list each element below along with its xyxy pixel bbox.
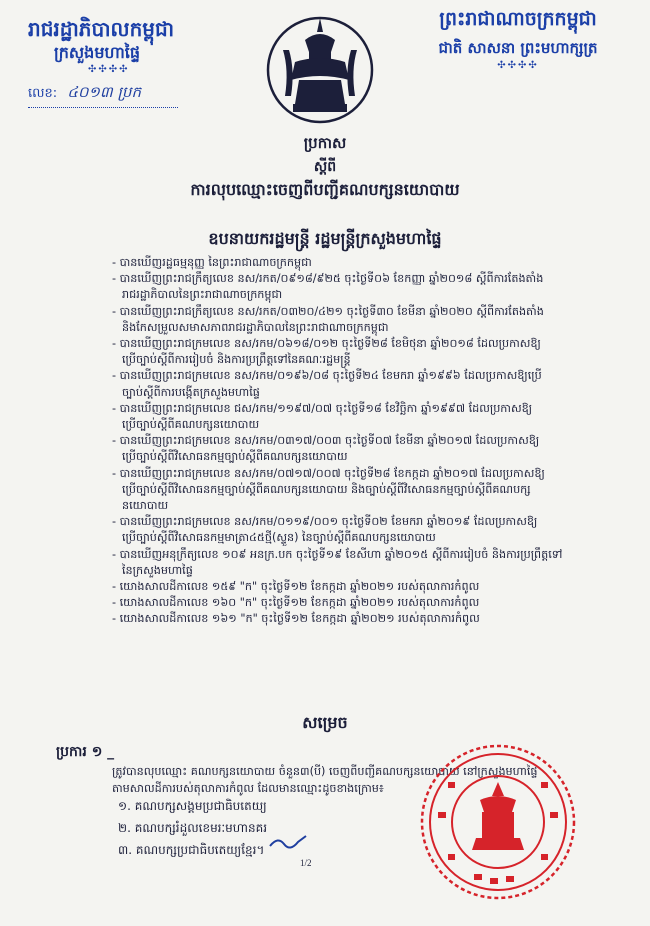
article-label: ប្រការ ១ _: [56, 744, 115, 760]
consideration-item: [112, 547, 612, 579]
government-name: រាជរដ្ឋាភិបាលកម្ពុជា: [28, 17, 174, 41]
consideration-line: និងកែសម្រួលសមាសភាពរាជរដ្ឋាភិបាលនៃព្រះរាជាណាចក្រកម្ពុជា: [122, 320, 389, 334]
consideration-item: [112, 579, 612, 595]
kingdom-header: [408, 6, 628, 71]
consideration-line: នយោបាយ: [122, 499, 169, 513]
consideration-item: [112, 401, 612, 433]
consideration-line: ប្រើច្បាប់ស្តីពីការរៀបចំ និងការប្រព្រឹត្តទៅនៃគណៈរដ្ឋមន្ត្រី: [122, 353, 351, 367]
party-item: ៣. គណបក្សប្រជាធិបតេយ្យខ្មែរ។: [118, 843, 265, 857]
consideration-line: - បានឃើញអនុក្រឹត្យលេខ ១០៩ អនក្រ.បក ចុះថ្ងៃទី១៩ ខែសីហា ឆ្នាំ២០១៥ ស្តីពីការរៀបចំ និងការប្រព្រឹត្តទៅ: [112, 547, 563, 561]
consideration-line: ប្រើច្បាប់ស្តីពីគណបក្សនយោបាយ: [122, 418, 260, 432]
ornament-divider: ✣✣✣✣: [88, 64, 130, 75]
consideration-line: - បានឃើញព្រះរាជក្រមលេខ នស/រកម/០១១៩/០០១ ចុះថ្ងៃទី០២ ខែមករា ឆ្នាំ២០១៩ ដែលប្រកាសឱ្យ: [112, 515, 538, 529]
consideration-line: - បានឃើញព្រះរាជក្រមលេខ នស/រកម/០៧១៧/០០៧ ចុះថ្ងៃទី២៨ ខែកក្កដា ឆ្នាំ២០១៧ ដែលប្រកាសឱ្យ: [112, 466, 545, 480]
consideration-item: [112, 466, 612, 515]
consideration-line: រាជរដ្ឋាភិបាលនៃព្រះរាជាណាចក្រកម្ពុជា: [122, 288, 283, 302]
ornament-divider-right: ✣✣✣✣: [497, 60, 539, 71]
consideration-line: ច្បាប់ស្តីពីការបង្កើតក្រសួងមហាផ្ទៃ: [122, 385, 260, 399]
consideration-line: ប្រើច្បាប់ស្តីពីវិសោធនកម្មច្បាប់ស្តីពីគណបក្សនយោបាយ និងច្បាប់ស្តីពីវិសោធនកម្មច្បាប់ស្តីពីគណបក្ស: [122, 482, 531, 496]
royal-emblem-icon: [265, 10, 375, 132]
consideration-line: ប្រើច្បាប់ស្តីពីវិសោធនកម្មមាត្រា៤៥ថ្មី(ស្ទួន) នៃច្បាប់ស្តីពីគណបក្សនយោបាយ: [122, 531, 436, 545]
consideration-line: - បានឃើញព្រះរាជក្រឹត្យលេខ នស/រកត/០៣២០/៤២១ ចុះថ្ងៃទី៣០ ខែមីនា ឆ្នាំ២០២០ ស្តីពីការតែងតាំង: [112, 304, 544, 318]
consideration-item: [112, 368, 612, 400]
consideration-line: នៃក្រសួងមហាផ្ទៃ: [122, 563, 193, 577]
consideration-line: ប្រើច្បាប់ស្តីពីវិសោធនកម្មច្បាប់ស្តីពីគណបក្សនយោបាយ: [122, 450, 348, 464]
decision-heading: សម្រេច: [302, 713, 348, 732]
consideration-item: [112, 271, 612, 303]
ministry-name: ក្រសួងមហាផ្ទៃ: [54, 43, 141, 62]
consideration-item: [112, 255, 612, 271]
issuer-title: ឧបនាយករដ្ឋមន្ត្រី រដ្ឋមន្ត្រីក្រសួងមហាផ្ទៃ: [208, 229, 442, 248]
article-line: តាមសាលដីការបស់តុលាការកំពូល ដែលមានឈ្មោះដូចខាងក្រោម៖: [112, 781, 384, 795]
consideration-line: - បានឃើញរដ្ឋធម្មនុញ្ញ នៃព្រះរាជាណាចក្រកម្ពុជា: [112, 256, 312, 269]
about-label: ស្តីពី: [313, 159, 337, 175]
party-item: ១. គណបក្សសង្គមប្រជាធិបតេយ្យ: [118, 799, 267, 813]
considerations-list: [112, 255, 612, 628]
signature-mark-icon: [268, 832, 308, 854]
national-motto: ជាតិ សាសនា ព្រះមហាក្សត្រ: [438, 39, 598, 57]
consideration-item: [112, 304, 612, 336]
consideration-item: [112, 611, 612, 627]
consideration-line: - យោងសាលដីកាលេខ ១៥៩ "ក" ចុះថ្ងៃទី១២ ខែកក្កដា ឆ្នាំ២០២១ របស់តុលាការកំពូល: [112, 580, 480, 594]
consideration-line: - បានឃើញព្រះរាជក្រមលេខ នស/រកម/០១៩៦/០៨ ចុះថ្ងៃទី២៤ ខែមករា ឆ្នាំ១៩៩៦ ដែលប្រកាសឱ្យប្រើ: [112, 369, 542, 383]
ministry-header: [28, 16, 218, 108]
consideration-line: - បានឃើញព្រះរាជក្រមលេខ នស/រកម/០៦១៨/០១២ ចុះថ្ងៃទី២៨ ខែមិថុនា ឆ្នាំ២០១៨ ដែលប្រកាសឱ្យ: [112, 337, 541, 351]
document-subject: ការលុបឈ្មោះចេញពីបញ្ជីគណបក្សនយោបាយ: [190, 180, 460, 199]
consideration-item: [112, 595, 612, 611]
party-item: ២. គណបក្សរំដួលខេមរៈមហានគរ: [118, 821, 268, 835]
consideration-item: [112, 433, 612, 465]
consideration-line: - យោងសាលដីកាលេខ ១៦១ "ក" ចុះថ្ងៃទី១២ ខែកក្កដា ឆ្នាំ២០២១ របស់តុលាការកំពូល: [112, 612, 480, 626]
document-type: ប្រកាស: [303, 134, 347, 152]
article-line: ត្រូវបានលុបឈ្មោះ គណបក្សនយោបាយ ចំនួន៣(បី) ចេញពីបញ្ជីគណបក្សនយោបាយ នៅក្រសួងមហាផ្ទៃ: [112, 765, 538, 778]
consideration-line: - យោងសាលដីកាលេខ ១៦០ "ក" ចុះថ្ងៃទី១២ ខែកក្កដា ឆ្នាំ២០២១ របស់តុលាការកំពូល: [112, 596, 480, 610]
kingdom-name: ព្រះរាជាណាចក្រកម្ពុជា: [439, 8, 597, 30]
consideration-item: [112, 336, 612, 368]
reference-number: ៤០១៣ ប្រក: [67, 83, 141, 101]
official-seal-icon: [418, 742, 578, 902]
consideration-line: - បានឃើញព្រះរាជក្រឹត្យលេខ នស/រកត/០៩១៨/៩២៥ ចុះថ្ងៃទី០៦ ខែកញ្ញា ឆ្នាំ២០១៨ ស្តីពីការតែងតាំង: [112, 272, 544, 286]
consideration-line: - បានឃើញព្រះរាជក្រមលេខ នស/រកម/០៣១៧/០០៣ ចុះថ្ងៃទី០៧ ខែមីនា ឆ្នាំ២០១៧ ដែលប្រកាសឱ្យ: [112, 434, 540, 448]
consideration-line: - បានឃើញព្រះរាជក្រមលេខ ជស/រកម/១១៩៧/០៧ ចុះថ្ងៃទី១៨ ខែវិច្ឆិកា ឆ្នាំ១៩៩៧ ដែលប្រកាសឱ្យ: [112, 401, 533, 415]
consideration-item: [112, 514, 612, 546]
page-number: 1/2: [300, 858, 312, 868]
reference-label: លេខ:: [28, 86, 58, 101]
reference-line: [28, 83, 178, 108]
